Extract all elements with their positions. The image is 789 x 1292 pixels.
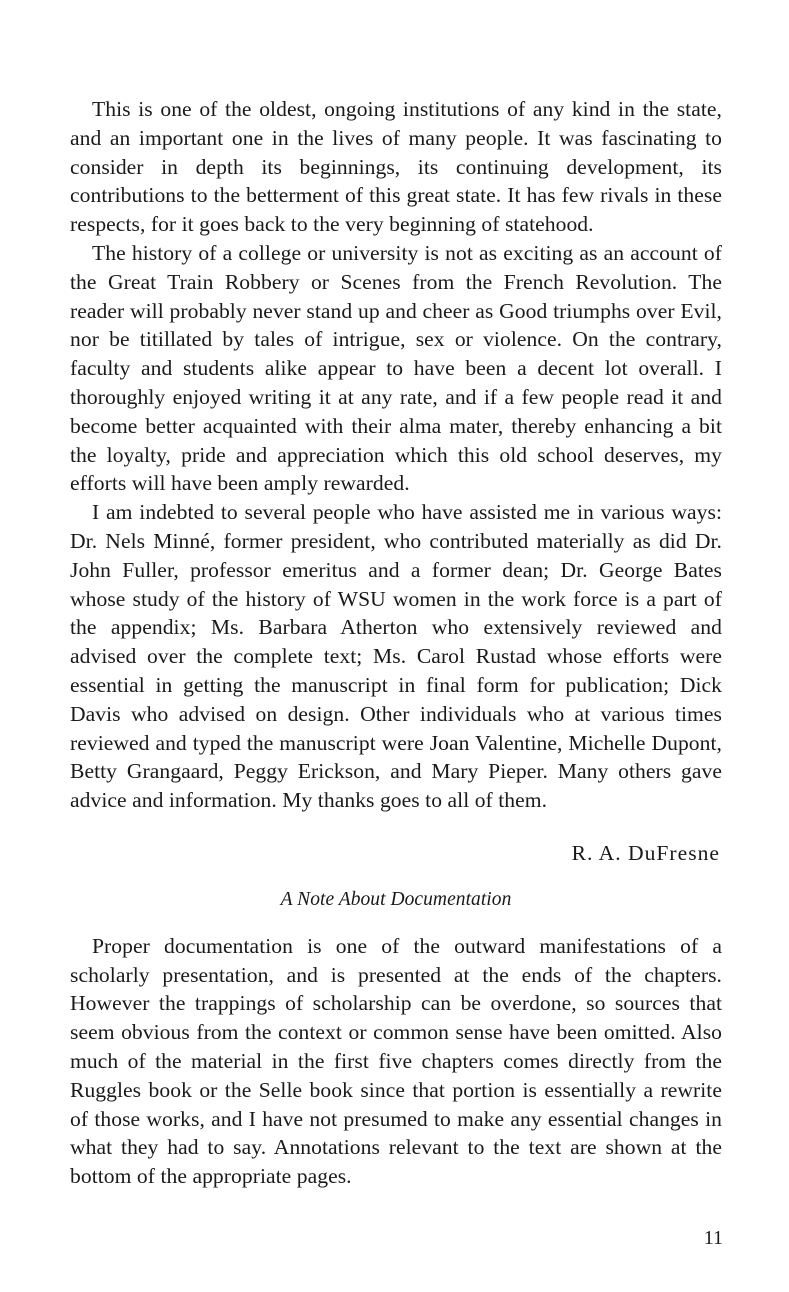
paragraph-acknowledgements: I am indebted to several people who have assisted me in various ways: Dr. Nels Minné, former president, who contributed materially as did Dr. John Fuller, professor emeritus and a former dean; Dr. George Bates whose study of the history of WSU women in the work force is a part of the appendix; Ms. Barbara Atherton who extensively reviewed and advised over the complete text; Ms. Carol Rustad whose efforts were essential in getting the manuscript in final form for publication; Dick Davis who advised on design. Other individuals who at various times reviewed and typed the manuscript were Joan Valentine, Michelle Dupont, Betty Grangaard, Peggy Erickson, and Mary Pieper. Many others gave advice and information. My thanks goes to all of them.: [70, 500, 722, 813]
page-number: 11: [703, 1227, 723, 1249]
author-signature: R. A. DuFresne: [571, 840, 720, 865]
paragraph-documentation: Proper documentation is one of the outward manifestations of a scholarly presentation, and is presented at the ends of the chapters. However the trappings of scholarship can be overdone, so sources that seem obvious from the context or common sense have been omitted. Also much of the material in the first five chapters comes directly from the Ruggles book or the Selle book since that portion is essentially a rewrite of those works, and I have not presumed to make any essential changes in what they had to say. Annotations relevant to the text are shown at the bottom of the appropriate pages.: [70, 933, 722, 1189]
paragraph-history: The history of a college or university is not as exciting as an account of the Great Train Robbery or Scenes from the French Revolution. The reader will probably never stand up and cheer as Good triumphs over Evil, nor be titillated by tales of intrigue, sex or violence. On the contrary, faculty and students alike appear to have been a decent lot overall. I thoroughly enjoyed writing it at any rate, and if a few people read it and become better acquainted with their alma mater, thereby enhancing a bit the loyalty, pride and appreciation which this old school deserves, my efforts will have been amply rewarded.: [70, 240, 722, 496]
paragraph-institution: This is one of the oldest, ongoing institutions of any kind in the state, and an important one in the lives of many people. It was fascinating to consider in depth its beginnings, its continuing development, its contributions to the betterment of this great state. It has few rivals in these respects, for it goes back to the very beginning of statehood.: [70, 97, 722, 237]
note-heading: A Note About Documentation: [280, 888, 512, 910]
preface-text-block: [70, 95, 722, 1191]
